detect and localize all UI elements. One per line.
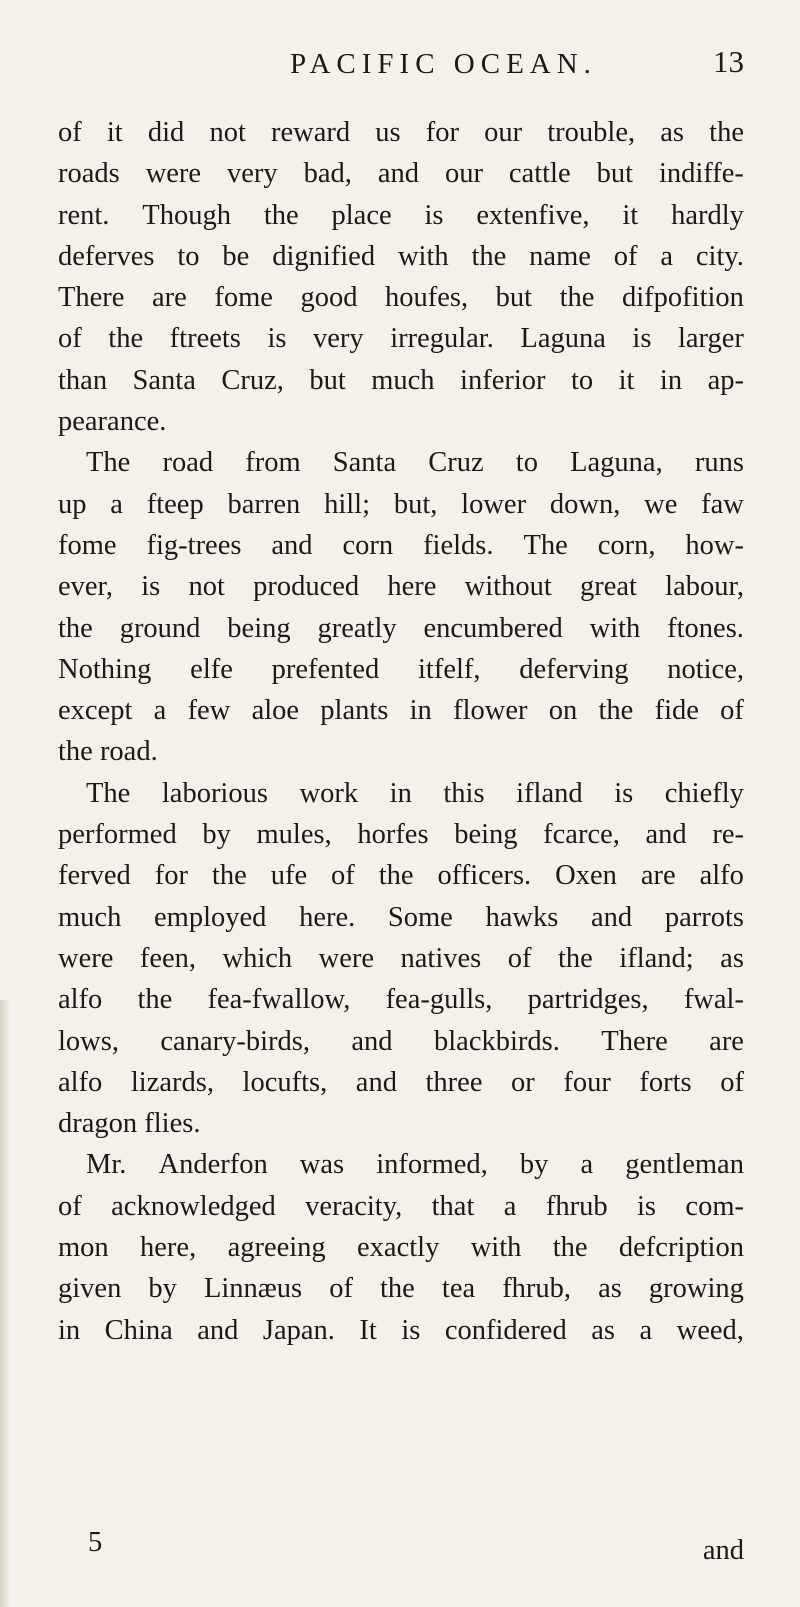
text-line: pearance. <box>58 406 167 438</box>
word: be <box>222 240 250 272</box>
word: the <box>471 240 507 272</box>
page-number: 13 <box>713 44 744 79</box>
word: alfo <box>699 860 744 892</box>
word: the <box>58 612 93 644</box>
word: fide <box>654 695 699 727</box>
word: is <box>401 1314 421 1346</box>
word: flower <box>453 695 528 727</box>
word: with <box>397 240 449 272</box>
word: weed, <box>676 1314 744 1346</box>
word: much <box>371 364 435 396</box>
body-text <box>58 112 744 1351</box>
word: acknowledged <box>111 1190 276 1222</box>
word: on <box>548 695 578 727</box>
word: great <box>579 571 637 603</box>
word: of <box>720 695 744 727</box>
word: city. <box>695 240 744 272</box>
word: fhrub <box>545 1190 608 1222</box>
text-line <box>58 814 744 855</box>
word: the <box>709 117 744 148</box>
word: road <box>162 447 214 479</box>
word: our <box>444 158 483 190</box>
word: Nothing <box>58 653 152 685</box>
word: but <box>495 282 533 314</box>
word: a <box>503 1190 517 1222</box>
word: elfe <box>190 653 233 685</box>
word: Laguna, <box>570 447 663 479</box>
word: It <box>359 1314 377 1346</box>
word: the <box>378 860 414 892</box>
word: a <box>153 695 167 727</box>
word: being <box>227 612 291 644</box>
word: China <box>104 1314 173 1346</box>
word: few <box>187 695 231 727</box>
word: ap- <box>707 364 744 396</box>
word: is <box>614 777 634 809</box>
text-line <box>58 938 744 979</box>
word: dignified <box>272 240 376 272</box>
word: of <box>58 117 82 148</box>
word: how- <box>685 529 744 561</box>
text-line <box>58 566 744 607</box>
word: prefented <box>271 653 380 685</box>
word: our <box>484 117 523 148</box>
word: performed <box>58 819 177 851</box>
text-line <box>58 1310 744 1351</box>
word: not <box>188 571 225 603</box>
word: itfelf, <box>418 653 481 685</box>
word: mules, <box>256 819 332 851</box>
word: larger <box>677 323 744 355</box>
text-line <box>58 649 744 690</box>
word: Oxen <box>555 860 617 892</box>
word: the <box>552 1232 588 1264</box>
word: exactly <box>357 1232 440 1264</box>
word: informed, <box>376 1149 488 1181</box>
word: ever, <box>58 571 114 603</box>
word: the <box>211 860 247 892</box>
word: rent. <box>58 199 110 231</box>
word: but <box>309 364 346 396</box>
word: cattle <box>508 158 571 190</box>
word: bad, <box>303 158 352 190</box>
word: but, <box>393 488 438 520</box>
word: did <box>147 117 185 148</box>
word: three <box>425 1066 483 1098</box>
word: runs <box>694 447 744 479</box>
word: and <box>271 529 313 561</box>
word: were <box>318 942 375 974</box>
text-line <box>58 484 744 525</box>
word: in <box>659 364 683 396</box>
word: roads <box>58 158 120 190</box>
word: the <box>380 1273 415 1305</box>
word: of <box>58 1190 82 1222</box>
text-line <box>58 1227 744 1268</box>
word: much <box>58 901 122 933</box>
word: good <box>300 282 358 314</box>
text-line: the road. <box>58 736 158 768</box>
text-line <box>58 153 744 194</box>
word: gentleman <box>625 1149 744 1181</box>
word: is <box>424 199 444 231</box>
word: and <box>197 1314 239 1346</box>
word: of <box>720 1066 744 1098</box>
word: as <box>660 117 685 148</box>
word: Linnæus <box>203 1273 303 1305</box>
text-line <box>58 690 744 731</box>
word: Some <box>387 901 453 933</box>
word: up <box>58 488 87 520</box>
word: hill; <box>324 488 371 520</box>
word: fome <box>214 282 273 314</box>
word: lizards, <box>130 1066 214 1098</box>
word: of <box>58 323 82 355</box>
word: greatly <box>317 612 397 644</box>
word: fields. <box>423 529 494 561</box>
word: corn <box>342 529 394 561</box>
page-footer <box>58 1527 744 1571</box>
text-line <box>58 318 744 359</box>
word: it <box>618 364 635 396</box>
text-line <box>58 360 744 401</box>
word: The <box>86 777 131 809</box>
word: it <box>622 199 639 231</box>
word: produced <box>253 571 360 603</box>
word: four <box>563 1066 611 1098</box>
text-line <box>58 277 744 318</box>
word: here, <box>140 1232 197 1264</box>
word: are <box>640 860 676 892</box>
text-line <box>58 442 744 483</box>
word: by <box>202 819 231 851</box>
word: given <box>58 1273 122 1305</box>
word: re- <box>712 819 744 851</box>
word: houfes, <box>385 282 469 314</box>
word: are <box>152 282 187 314</box>
word: but <box>596 158 633 190</box>
text-line <box>58 236 744 277</box>
word: fea-gulls, <box>385 984 493 1016</box>
word: com- <box>685 1190 744 1222</box>
word: fcarce, <box>543 819 620 851</box>
word: canary-birds, <box>160 1025 310 1057</box>
word: very <box>227 158 278 190</box>
word: here <box>387 571 437 603</box>
word: name <box>529 240 591 272</box>
word: hardly <box>671 199 744 231</box>
word: a <box>639 1314 653 1346</box>
word: as <box>598 1273 622 1305</box>
word: confidered <box>444 1314 567 1346</box>
word: and <box>351 1025 393 1057</box>
word: and <box>355 1066 397 1098</box>
word: a <box>580 1149 594 1181</box>
word: ferved <box>58 860 131 892</box>
word: fome <box>58 529 117 561</box>
word: feen, <box>139 942 197 974</box>
word: fea-fwallow, <box>207 984 351 1016</box>
running-head: PACIFIC OCEAN. <box>290 48 597 80</box>
word: the <box>108 323 144 355</box>
word: Cruz, <box>221 364 284 396</box>
text-line <box>58 608 744 649</box>
word: for <box>154 860 188 892</box>
word: blackbirds. <box>434 1025 560 1057</box>
word: deferving <box>519 653 629 685</box>
word: very <box>313 323 364 355</box>
word: is <box>632 323 652 355</box>
word: without <box>464 571 552 603</box>
word: fhrub, <box>502 1273 572 1305</box>
word: by <box>148 1273 177 1305</box>
word: irregular. <box>390 323 494 355</box>
word: being <box>454 819 518 851</box>
word: the <box>263 199 299 231</box>
word: Santa <box>132 364 196 396</box>
word: Though <box>142 199 231 231</box>
word: forts <box>639 1066 692 1098</box>
word: hawks <box>485 901 559 933</box>
text-line <box>58 1144 744 1185</box>
word: down, <box>549 488 621 520</box>
word: was <box>299 1149 345 1181</box>
word: than <box>58 364 108 396</box>
text-line <box>58 1186 744 1227</box>
word: extenfive, <box>476 199 590 231</box>
word: are <box>709 1025 744 1057</box>
word: ifland <box>516 777 583 809</box>
word: we <box>644 488 678 520</box>
word: indiffe- <box>658 158 744 190</box>
word: difpofition <box>622 282 744 314</box>
word: ftones. <box>667 612 744 644</box>
word: laborious <box>161 777 268 809</box>
word: of <box>331 860 355 892</box>
word: barren <box>227 488 301 520</box>
word: is <box>637 1190 657 1222</box>
word: in <box>389 777 412 809</box>
catchword: and <box>702 1535 744 1566</box>
word: from <box>245 447 301 479</box>
word: fteep <box>146 488 204 520</box>
word: and <box>591 901 633 933</box>
word: labour, <box>665 571 744 603</box>
word: fig-trees <box>146 529 242 561</box>
word: is <box>141 571 161 603</box>
word: were <box>145 158 202 190</box>
word: officers. <box>437 860 532 892</box>
word: faw <box>701 488 744 520</box>
word: aloe <box>251 695 300 727</box>
word: There <box>58 282 125 314</box>
word: chiefly <box>664 777 744 809</box>
word: which <box>222 942 293 974</box>
word: of <box>329 1273 353 1305</box>
word: corn, <box>597 529 656 561</box>
word: or <box>511 1066 535 1098</box>
word: with <box>589 612 641 644</box>
word: ufe <box>270 860 308 892</box>
text-line <box>58 773 744 814</box>
word: encumbered <box>423 612 563 644</box>
word: Cruz <box>428 447 484 479</box>
text-line <box>58 1268 744 1309</box>
word: and <box>645 819 687 851</box>
signature-mark: 5 <box>88 1527 103 1558</box>
word: to <box>515 447 538 479</box>
word: tea <box>441 1273 476 1305</box>
word: parrots <box>664 901 744 933</box>
word: There <box>601 1025 668 1057</box>
word: Anderfon <box>158 1149 268 1181</box>
word: employed <box>154 901 267 933</box>
word: ground <box>119 612 201 644</box>
word: The <box>86 447 131 479</box>
word: lower <box>461 488 527 520</box>
word: plants <box>320 695 389 727</box>
text-line <box>58 112 744 153</box>
word: defcription <box>618 1232 744 1264</box>
word: by <box>519 1149 549 1181</box>
word: work <box>299 777 359 809</box>
word: The <box>523 529 568 561</box>
word: not <box>209 117 246 148</box>
word: reward <box>271 117 351 148</box>
word: and <box>377 158 419 190</box>
word: were <box>58 942 114 974</box>
word: a <box>110 488 123 520</box>
word: trouble, <box>547 117 636 148</box>
word: the <box>137 984 173 1016</box>
word: alfo <box>58 1066 103 1098</box>
text-line <box>58 1021 744 1062</box>
word: locufts, <box>242 1066 328 1098</box>
text-line <box>58 979 744 1020</box>
word: Japan. <box>262 1314 335 1346</box>
word: horfes <box>357 819 429 851</box>
word: to <box>177 240 200 272</box>
word: mon <box>58 1232 109 1264</box>
word: Laguna <box>520 323 606 355</box>
word: Santa <box>332 447 397 479</box>
word: of <box>613 240 638 272</box>
word: here. <box>299 901 356 933</box>
word: in <box>58 1314 81 1346</box>
word: of <box>507 942 532 974</box>
word: ftreets <box>169 323 241 355</box>
word: ifland; <box>619 942 694 974</box>
word: veracity, <box>305 1190 403 1222</box>
word: growing <box>648 1273 744 1305</box>
word: for <box>425 117 459 148</box>
word: deferves <box>58 240 155 272</box>
word: place <box>331 199 392 231</box>
text-line <box>58 897 744 938</box>
word: agreeing <box>227 1232 326 1264</box>
word: as <box>591 1314 615 1346</box>
word: with <box>470 1232 522 1264</box>
word: except <box>58 695 133 727</box>
word: is <box>267 323 287 355</box>
text-line <box>58 195 744 236</box>
word: inferior <box>460 364 546 396</box>
word: to <box>570 364 594 396</box>
word: Mr. <box>86 1149 127 1181</box>
word: in <box>409 695 432 727</box>
word: a <box>660 240 674 272</box>
word: partridges, <box>527 984 649 1016</box>
word: notice, <box>667 653 744 685</box>
word: the <box>598 695 634 727</box>
word: this <box>443 777 485 809</box>
word: us <box>375 117 401 148</box>
word: the <box>559 282 595 314</box>
text-line <box>58 1062 744 1103</box>
word: natives <box>400 942 482 974</box>
text-line <box>58 525 744 566</box>
binding-shadow <box>0 1000 10 1607</box>
word: fwal- <box>683 984 744 1016</box>
text-line <box>58 855 744 896</box>
word: as <box>720 942 744 974</box>
text-line: dragon flies. <box>58 1108 201 1140</box>
word: that <box>431 1190 475 1222</box>
word: the <box>557 942 593 974</box>
word: lows, <box>58 1025 119 1057</box>
word: it <box>106 117 123 148</box>
word: alfo <box>58 984 103 1016</box>
